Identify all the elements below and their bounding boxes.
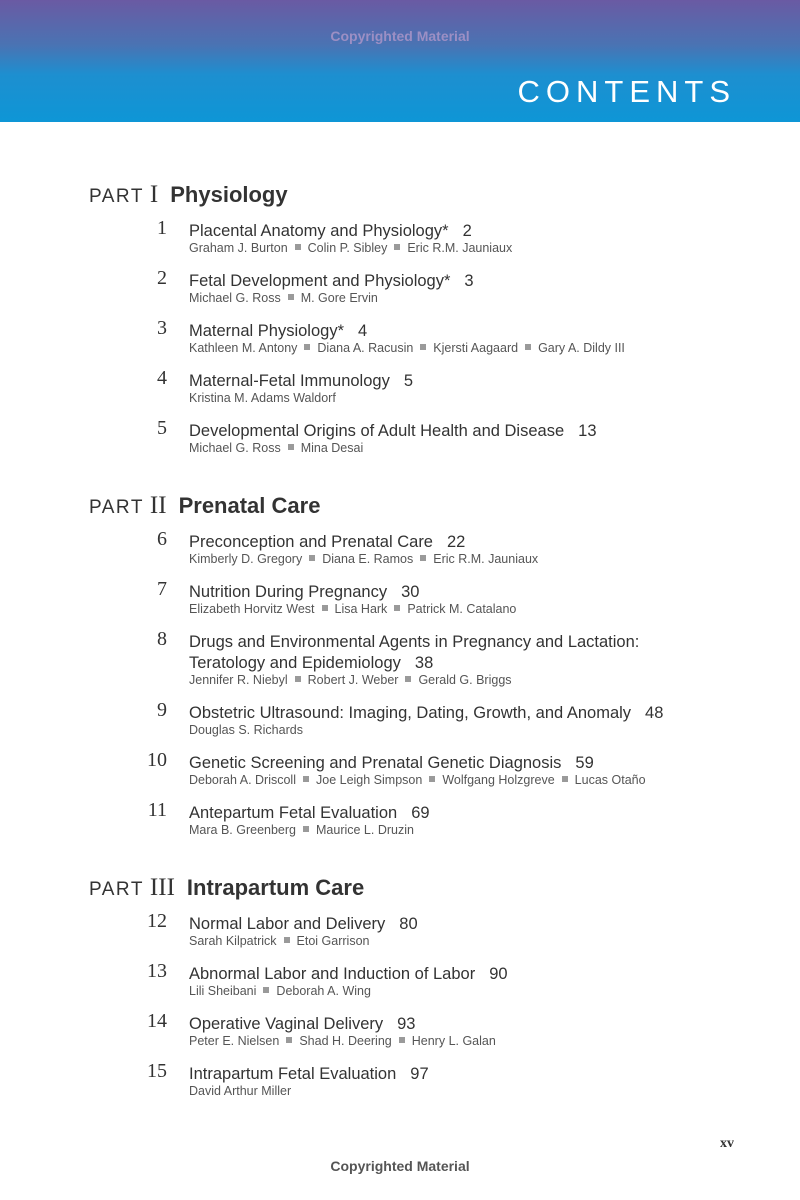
chapter-title: Drugs and Environmental Agents in Pregnancy and Lactation: Teratology and Epidemiology 38 bbox=[189, 633, 640, 672]
page-title: CONTENTS bbox=[517, 74, 736, 109]
part-title: Physiology bbox=[170, 182, 288, 207]
chapter-page: 13 bbox=[578, 422, 597, 440]
chapter-authors: Elizabeth Horvitz West Lisa Hark Patrick M. Catalano bbox=[189, 602, 517, 616]
chapter-authors: Mara B. Greenberg Maurice L. Druzin bbox=[189, 823, 414, 837]
chapter-authors: Deborah A. Driscoll Joe Leigh Simpson Wolfgang Holzgreve Lucas Otaño bbox=[189, 773, 646, 787]
chapter-authors: Lili Sheibani Deborah A. Wing bbox=[189, 984, 371, 998]
chapter-number: 8 bbox=[157, 628, 167, 650]
chapter-page: 22 bbox=[447, 533, 466, 551]
chapter-number: 12 bbox=[147, 910, 167, 932]
chapter-page: 48 bbox=[645, 704, 664, 722]
part-heading bbox=[89, 181, 288, 209]
part-heading bbox=[89, 874, 364, 902]
chapter-number: 10 bbox=[147, 749, 167, 771]
chapter-authors: Kristina M. Adams Waldorf bbox=[189, 391, 336, 405]
chapter-number: 5 bbox=[157, 417, 167, 439]
chapter-authors: Michael G. Ross Mina Desai bbox=[189, 441, 364, 455]
chapter-page: 30 bbox=[401, 583, 420, 601]
chapter-title: Obstetric Ultrasound: Imaging, Dating, Growth, and Anomaly 48 bbox=[189, 704, 664, 722]
part-label: PART bbox=[89, 879, 144, 900]
chapter-page: 38 bbox=[414, 654, 434, 672]
chapter-page: 59 bbox=[575, 754, 594, 772]
chapter-number: 2 bbox=[157, 267, 167, 289]
chapter-authors: Michael G. Ross M. Gore Ervin bbox=[189, 291, 378, 305]
chapter-authors: Kimberly D. Gregory Diana E. Ramos Eric R.M. Jauniaux bbox=[189, 552, 539, 566]
chapter-title: Placental Anatomy and Physiology* 2 bbox=[189, 222, 472, 240]
chapter-page: 93 bbox=[397, 1015, 416, 1033]
chapter-title: Normal Labor and Delivery 80 bbox=[189, 915, 418, 933]
chapter-page: 97 bbox=[410, 1065, 429, 1083]
chapter-authors: David Arthur Miller bbox=[189, 1084, 292, 1098]
chapter-page: 80 bbox=[399, 915, 418, 933]
header-banner bbox=[0, 0, 800, 122]
chapter-title: Maternal Physiology* 4 bbox=[189, 322, 368, 340]
chapter-page: 90 bbox=[489, 965, 508, 983]
chapter-title: Operative Vaginal Delivery 93 bbox=[189, 1015, 416, 1033]
chapter-number: 14 bbox=[147, 1010, 167, 1032]
chapter-authors: Peter E. Nielsen Shad H. Deering Henry L. Galan bbox=[189, 1034, 496, 1048]
chapter-title: Abnormal Labor and Induction of Labor 90 bbox=[189, 965, 508, 983]
chapter-title: Nutrition During Pregnancy 30 bbox=[189, 583, 420, 601]
part-label: PART bbox=[89, 186, 144, 207]
chapter-authors: Sarah Kilpatrick Etoi Garrison bbox=[189, 934, 370, 948]
part-numeral: II bbox=[149, 492, 167, 519]
copyright-watermark-top: Copyrighted Material bbox=[330, 28, 470, 44]
chapter-title: Antepartum Fetal Evaluation 69 bbox=[189, 804, 430, 822]
chapter-title: Fetal Development and Physiology* 3 bbox=[189, 272, 474, 290]
chapter-number: 13 bbox=[147, 960, 167, 982]
chapter-page: 5 bbox=[403, 372, 414, 390]
chapter-title: Preconception and Prenatal Care 22 bbox=[189, 533, 466, 551]
chapter-number: 1 bbox=[157, 217, 167, 239]
chapter-number: 4 bbox=[157, 367, 167, 389]
page-number: xv bbox=[720, 1136, 734, 1151]
chapter-authors: Douglas S. Richards bbox=[189, 723, 303, 737]
chapter-number: 6 bbox=[157, 528, 167, 550]
part-title: Intrapartum Care bbox=[186, 875, 365, 900]
chapter-authors: Kathleen M. Antony Diana A. Racusin Kjersti Aagaard Gary A. Dildy III bbox=[189, 341, 625, 355]
part-numeral: III bbox=[149, 874, 175, 901]
chapter-number: 3 bbox=[157, 317, 167, 339]
chapter-page: 3 bbox=[464, 272, 474, 290]
part-heading bbox=[89, 492, 320, 520]
chapter-title: Maternal-Fetal Immunology 5 bbox=[189, 372, 414, 390]
copyright-watermark-bottom: Copyrighted Material bbox=[330, 1158, 470, 1174]
part-title: Prenatal Care bbox=[178, 493, 321, 518]
chapter-number: 15 bbox=[147, 1060, 167, 1082]
chapter-page: 2 bbox=[462, 222, 472, 240]
chapter-authors: Graham J. Burton Colin P. Sibley Eric R.M. Jauniaux bbox=[189, 241, 513, 255]
chapter-page: 69 bbox=[411, 804, 430, 822]
chapter-authors: Jennifer R. Niebyl Robert J. Weber Gerald G. Briggs bbox=[189, 673, 512, 687]
chapter-title: Developmental Origins of Adult Health and Disease 13 bbox=[189, 422, 597, 440]
chapter-title: Intrapartum Fetal Evaluation 97 bbox=[189, 1065, 429, 1083]
chapter-number: 9 bbox=[157, 699, 167, 721]
part-label: PART bbox=[89, 497, 144, 518]
chapter-title: Genetic Screening and Prenatal Genetic Diagnosis 59 bbox=[189, 754, 594, 772]
chapter-number: 11 bbox=[147, 799, 167, 821]
chapter-number: 7 bbox=[157, 578, 167, 600]
part-numeral: I bbox=[149, 181, 159, 208]
chapter-page: 4 bbox=[358, 322, 368, 340]
